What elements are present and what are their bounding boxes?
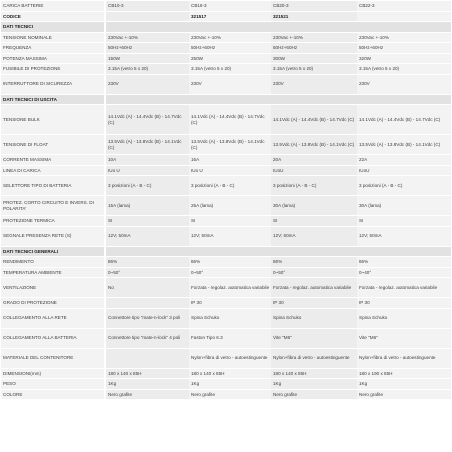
value-cell: 230Vac +-10% xyxy=(271,32,357,43)
value-cell: IP 30 xyxy=(357,298,451,309)
value-cell: Spina Schuko xyxy=(189,308,271,328)
value-cell: CB10-3 xyxy=(105,1,189,11)
table-row xyxy=(1,165,451,176)
table-row xyxy=(1,379,451,390)
value-cell: 30A (lama) xyxy=(271,196,357,216)
table-row xyxy=(1,308,451,328)
value-cell: Nero grafite xyxy=(105,389,189,400)
value-cell: SI xyxy=(105,216,189,227)
value-cell: 230Vac +-10% xyxy=(189,32,271,43)
row-label-cell: GRADO DI PROTEZIONE xyxy=(1,298,105,309)
value-cell: 0~50° xyxy=(271,267,357,278)
value-cell xyxy=(271,94,357,105)
row-label-cell: DATI TECNICI GENERALI xyxy=(1,246,105,257)
value-cell: 3.15A (vetro 5 x 20) xyxy=(357,64,451,75)
section-header-row xyxy=(1,22,451,33)
value-cell xyxy=(105,22,189,33)
value-cell: 86% xyxy=(357,257,451,268)
value-cell: 12V; 50mA xyxy=(271,226,357,246)
value-cell: 13.5Vdc (A) - 13.8Vdc (B) - 14.1Vdc (C) xyxy=(271,135,357,155)
value-cell: 0~40° xyxy=(357,267,451,278)
value-cell xyxy=(189,246,271,257)
value-cell: Vite "M6" xyxy=(271,328,357,348)
value-cell: 1Kg xyxy=(357,379,451,390)
row-label-cell: TENSIONE BULK xyxy=(1,105,105,135)
row-label-cell: VENTILAZIONE xyxy=(1,278,105,298)
value-cell: Spina Schuko xyxy=(357,308,451,328)
value-cell: 3 posizioni (A - B - C) xyxy=(271,176,357,196)
value-cell: 50Hz+60Hz xyxy=(189,43,271,54)
row-label-cell: LINEA DI CARICA xyxy=(1,165,105,176)
value-cell xyxy=(105,246,189,257)
value-cell: 3.15A (vetro 5 x 20) xyxy=(189,64,271,75)
value-cell: Forzata - regolaz. automatica variabile xyxy=(271,278,357,298)
value-cell: 13.5Vdc (A) - 13.8Vdc (B) - 14.1Vdc (C) xyxy=(105,135,189,155)
value-cell: Nero grafite xyxy=(357,389,451,400)
row-label-cell: MATERIALE DEL CONTENITORE xyxy=(1,348,105,368)
value-cell: 15A (lama) xyxy=(105,196,189,216)
table-row xyxy=(1,368,451,379)
value-cell: 50Hz+60Hz xyxy=(357,43,451,54)
spec-table-body xyxy=(1,1,451,400)
value-cell: 86% xyxy=(271,257,357,268)
value-cell: 3 posizioni (A - B - C) xyxy=(357,176,451,196)
row-label-cell: PROTEZIONE TERMICA xyxy=(1,216,105,227)
value-cell xyxy=(189,22,271,33)
row-label-cell: DATI TECNICI xyxy=(1,22,105,33)
value-cell: 180 x 140 x 85H xyxy=(271,368,357,379)
value-cell: 13.5Vdc (A) - 13.8Vdc (B) - 14.1Vdc (C) xyxy=(189,135,271,155)
table-row xyxy=(1,216,451,227)
row-label-cell: DATI TECNICI DI USCITA xyxy=(1,94,105,105)
value-cell: CB16-3 xyxy=(189,1,271,11)
row-label-cell: COLORE xyxy=(1,389,105,400)
value-cell: 150W xyxy=(105,53,189,64)
value-cell: 25A (lama) xyxy=(189,196,271,216)
row-label-cell: COLLEGAMENTO ALLA BATTERIA xyxy=(1,328,105,348)
value-cell: 321521 xyxy=(271,11,357,22)
table-row xyxy=(1,278,451,298)
value-cell: SI xyxy=(271,216,357,227)
value-cell: 230Vac +-10% xyxy=(105,32,189,43)
value-cell: Connettore tipo "mate-n-lock" 3 poli xyxy=(105,308,189,328)
value-cell: 1Kg xyxy=(105,379,189,390)
value-cell: Faston Tipo 6.3 xyxy=(189,328,271,348)
value-cell xyxy=(189,94,271,105)
value-cell: 22A xyxy=(357,155,451,166)
value-cell: IUo U xyxy=(105,165,189,176)
value-cell: 20A xyxy=(271,155,357,166)
row-label-cell: TEMPERATURA AMBIENTE xyxy=(1,267,105,278)
value-cell: 0~50° xyxy=(105,267,189,278)
value-cell: 180 x 140 x 85H xyxy=(189,368,271,379)
row-label-cell: COLLEGAMENTO ALLA RETE xyxy=(1,308,105,328)
value-cell: IP 30 xyxy=(189,298,271,309)
value-cell: 14.1Vdc (A) - 14.4Vdc (B) - 14.7Vdc (C) xyxy=(189,105,271,135)
value-cell: IP 30 xyxy=(271,298,357,309)
section-header-row xyxy=(1,94,451,105)
table-row xyxy=(1,196,451,216)
value-cell xyxy=(357,11,451,22)
value-cell: Nero grafite xyxy=(271,389,357,400)
value-cell xyxy=(271,22,357,33)
row-label-cell: FUSIBILE DI PROTEZIONE xyxy=(1,64,105,75)
table-row xyxy=(1,64,451,75)
table-row xyxy=(1,176,451,196)
product-code-row xyxy=(1,11,451,22)
value-cell: No xyxy=(105,278,189,298)
section-header-row xyxy=(1,246,451,257)
table-row xyxy=(1,43,451,54)
value-cell: IUoU xyxy=(357,165,451,176)
value-cell: 86% xyxy=(189,257,271,268)
value-cell xyxy=(105,11,189,22)
value-cell: 250W xyxy=(189,53,271,64)
table-row xyxy=(1,348,451,368)
value-cell: 1Kg xyxy=(271,379,357,390)
value-cell: Connettore tipo "mate-n-lock" 4 poli xyxy=(105,328,189,348)
value-cell: 3.15A (vetro 5 x 20) xyxy=(271,64,357,75)
value-cell: 230V xyxy=(357,74,451,94)
row-label-cell: PESO xyxy=(1,379,105,390)
spec-table xyxy=(1,1,451,400)
table-row xyxy=(1,298,451,309)
table-row xyxy=(1,155,451,166)
value-cell: 12V; 50mA xyxy=(105,226,189,246)
value-cell: Forzata - regolaz. automatica variabile xyxy=(189,278,271,298)
value-cell xyxy=(357,94,451,105)
table-row xyxy=(1,257,451,268)
value-cell: Nylon+fibra di vetro - autoestinguente xyxy=(189,348,271,368)
value-cell xyxy=(357,246,451,257)
value-cell: 320W xyxy=(357,53,451,64)
table-row xyxy=(1,105,451,135)
model-header-row xyxy=(1,1,451,11)
value-cell: SI xyxy=(357,216,451,227)
value-cell: Nylon+fibra di vetro - autoestinguente xyxy=(271,348,357,368)
value-cell: Spina Schuko xyxy=(271,308,357,328)
value-cell: 300W xyxy=(271,53,357,64)
value-cell: 0~50° xyxy=(189,267,271,278)
value-cell: 14.1Vdc (A) - 14.4Vdc (B) - 14.7Vdc (C) xyxy=(271,105,357,135)
table-row xyxy=(1,328,451,348)
value-cell: CB20-3 xyxy=(271,1,357,11)
value-cell: 50Hz+60Hz xyxy=(105,43,189,54)
row-label-cell: DIMENSIONI(mm) xyxy=(1,368,105,379)
value-cell: 12V; 50mA xyxy=(357,226,451,246)
value-cell: 230Vac +-10% xyxy=(357,32,451,43)
value-cell: 16A xyxy=(189,155,271,166)
value-cell: 10A xyxy=(105,155,189,166)
row-label-cell: RENDIMENTO xyxy=(1,257,105,268)
value-cell: 13.5Vdc (A) - 13.8Vdc (B) - 14.1Vdc (C) xyxy=(357,135,451,155)
value-cell xyxy=(105,94,189,105)
row-label-cell: TENSIONE DI FLOAT xyxy=(1,135,105,155)
value-cell: Nylon+fibra di vetro - autoestinguente xyxy=(357,348,451,368)
value-cell: 86% xyxy=(105,257,189,268)
table-row xyxy=(1,389,451,400)
value-cell xyxy=(105,348,189,368)
value-cell: 180 x 190 x 85H xyxy=(357,368,451,379)
table-row xyxy=(1,53,451,64)
row-label-cell: CORRENTE MASSIMA xyxy=(1,155,105,166)
row-label-cell: CODICE xyxy=(1,11,105,22)
value-cell: 230V xyxy=(189,74,271,94)
value-cell: 230V xyxy=(105,74,189,94)
value-cell: 3.15A (vetro 5 x 20) xyxy=(105,64,189,75)
value-cell: 12V; 50mA xyxy=(189,226,271,246)
value-cell xyxy=(357,22,451,33)
value-cell: IUo U xyxy=(189,165,271,176)
row-label-cell: CARICA BATTERIE xyxy=(1,1,105,11)
table-row xyxy=(1,74,451,94)
value-cell: 14.1Vdc (A) - 14.4Vdc (B) - 14.7Vdc (C) xyxy=(357,105,451,135)
table-row xyxy=(1,32,451,43)
value-cell: 180 x 140 x 85H xyxy=(105,368,189,379)
value-cell xyxy=(105,298,189,309)
table-row xyxy=(1,135,451,155)
table-row xyxy=(1,267,451,278)
row-label-cell: PROTEZ. CORTO CIRCUITO E INVERS. DI POLARITA' xyxy=(1,196,105,216)
value-cell: 3 posizioni (A - B - C) xyxy=(105,176,189,196)
value-cell: Forzata - regolaz. automatica variabile xyxy=(357,278,451,298)
table-row xyxy=(1,226,451,246)
value-cell: Vite "M6" xyxy=(357,328,451,348)
row-label-cell: INTERRUTTORE DI SICUREZZA xyxy=(1,74,105,94)
value-cell: 30A (lama) xyxy=(357,196,451,216)
value-cell: Nero grafite xyxy=(189,389,271,400)
value-cell: SI xyxy=(189,216,271,227)
row-label-cell: FREQUENZA xyxy=(1,43,105,54)
value-cell: 50Hz+60Hz xyxy=(271,43,357,54)
row-label-cell: TENSIONE NOMINALE xyxy=(1,32,105,43)
value-cell: CB22-3 xyxy=(357,1,451,11)
value-cell: 1Kg xyxy=(189,379,271,390)
value-cell xyxy=(271,246,357,257)
value-cell: 14.1Vdc (A) - 14.4Vdc (B) - 14.7Vdc (C) xyxy=(105,105,189,135)
value-cell: IUoU xyxy=(271,165,357,176)
row-label-cell: SEGNALE PRESENZA RETE (S) xyxy=(1,226,105,246)
row-label-cell: POTENZA MASSIMA xyxy=(1,53,105,64)
row-label-cell: SELETTORE TIPO DI BATTERIA xyxy=(1,176,105,196)
value-cell: 321517 xyxy=(189,11,271,22)
value-cell: 230V xyxy=(271,74,357,94)
value-cell: 3 posizioni (A - B - C) xyxy=(189,176,271,196)
